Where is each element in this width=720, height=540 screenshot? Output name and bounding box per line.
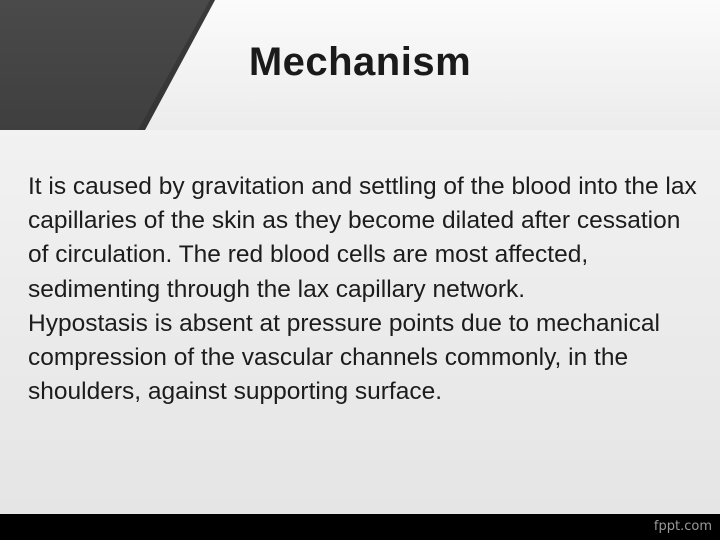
footer-brand: fppt.com	[653, 519, 712, 534]
slide-body	[28, 170, 698, 409]
footer-bar	[0, 514, 720, 540]
slide-title: Mechanism	[248, 40, 472, 84]
body-paragraph: Hypostasis is absent at pressure points due to mechanical compression of the vascular channels commonly, in the shoulders, against supporting surface.	[28, 309, 660, 406]
body-paragraph: It is caused by gravitation and settling of the blood into the lax capillaries of the skin as they become dilated after cessation of circulation. The red blood cells are most affected, sedimenting through the lax capillary network.	[28, 173, 697, 303]
